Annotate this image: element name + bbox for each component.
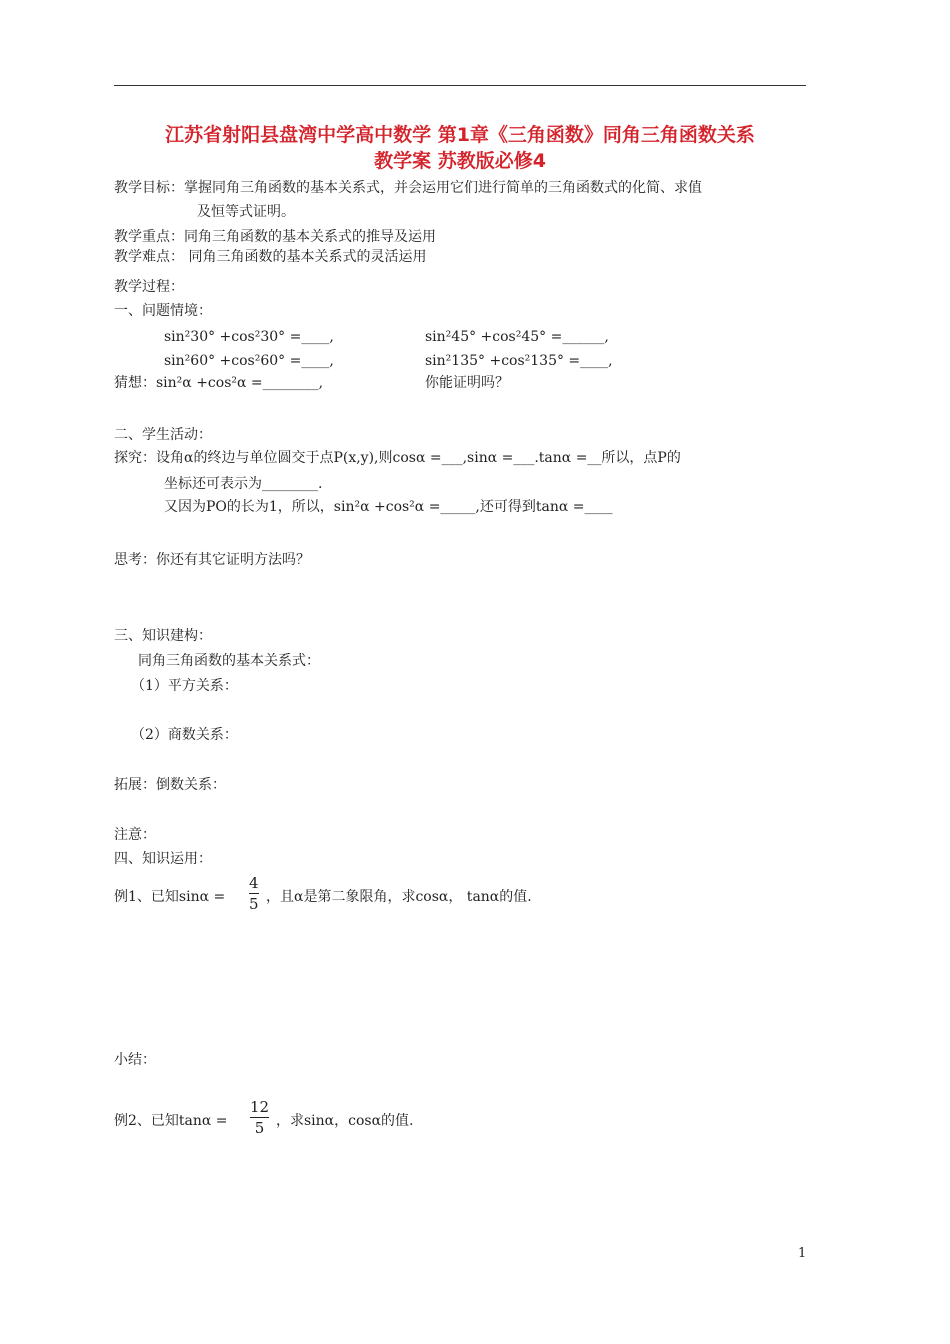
- example-1-numerator: 4: [249, 874, 259, 892]
- teaching-process: 教学过程：: [114, 279, 184, 295]
- teaching-key-point: 教学重点：同角三角函数的基本关系式的推导及运用: [114, 229, 436, 245]
- explore-line-3: 又因为PO的长为1，所以，sin²α +cos²α =_____,还可得到tanα =____: [164, 499, 613, 515]
- explore-line-1: 探究：设角α的终边与单位圆交于点P(x,y),则cosα =___,sinα =___.tanα =__所以，点P的: [114, 450, 681, 466]
- reciprocal-relation: 拓展：倒数关系：: [114, 777, 226, 793]
- section-2-heading: 二、学生活动：: [114, 427, 212, 443]
- section-1-heading: 一、问题情境：: [114, 303, 212, 319]
- question-1: sin²30° +cos²30° =____,: [164, 329, 334, 345]
- example-2-fraction: [250, 1098, 269, 1137]
- note-label: 注意：: [114, 827, 156, 843]
- question-2: sin²45° +cos²45° =______,: [425, 329, 609, 345]
- relations-intro: 同角三角函数的基本关系式：: [138, 653, 320, 669]
- example-1-fraction: [249, 874, 259, 913]
- header-rule: [114, 85, 806, 86]
- quotient-relation: （2）商数关系：: [131, 727, 238, 743]
- example-1-denominator: 5: [249, 895, 259, 913]
- question-4: sin²135° +cos²135° =____,: [425, 353, 613, 369]
- teaching-goal: 教学目标：掌握同角三角函数的基本关系式，并会运用它们进行简单的三角函数式的化简、求值: [114, 180, 702, 196]
- section-4-heading: 四、知识运用：: [114, 851, 212, 867]
- teaching-difficulty: 教学难点： 同角三角函数的基本关系式的灵活运用: [114, 249, 427, 265]
- section-3-heading: 三、知识建构：: [114, 628, 212, 644]
- example-2-denominator: 5: [254, 1119, 265, 1137]
- title-line-1: 江苏省射阳县盘湾中学高中数学 第1章《三角函数》同角三角函数关系: [165, 124, 755, 146]
- fraction-bar: [249, 893, 259, 894]
- title-line-2: 教学案 苏教版必修4: [374, 150, 546, 172]
- summary-label: 小结：: [114, 1052, 156, 1068]
- example-2-prefix: 例2、已知tanα =: [114, 1113, 228, 1129]
- teaching-goal-cont: 及恒等式证明。: [197, 204, 295, 220]
- example-1-suffix: ，且α是第二象限角，求cosα， tanα的值.: [266, 889, 532, 905]
- example-2-numerator: 12: [250, 1098, 270, 1116]
- page-number: 1: [798, 1246, 807, 1261]
- square-relation: （1）平方关系：: [131, 678, 238, 694]
- example-2-suffix: ，求sinα，cosα的值.: [276, 1113, 414, 1129]
- explore-line-2: 坐标还可表示为________.: [164, 476, 323, 492]
- fraction-bar: [250, 1117, 269, 1118]
- prove-question: 你能证明吗？: [425, 375, 509, 391]
- example-1-prefix: 例1、已知sinα =: [114, 889, 226, 905]
- conjecture: 猜想：sin²α +cos²α =________,: [114, 375, 324, 391]
- question-3: sin²60° +cos²60° =____,: [164, 353, 334, 369]
- think-question: 思考：你还有其它证明方法吗？: [114, 552, 310, 568]
